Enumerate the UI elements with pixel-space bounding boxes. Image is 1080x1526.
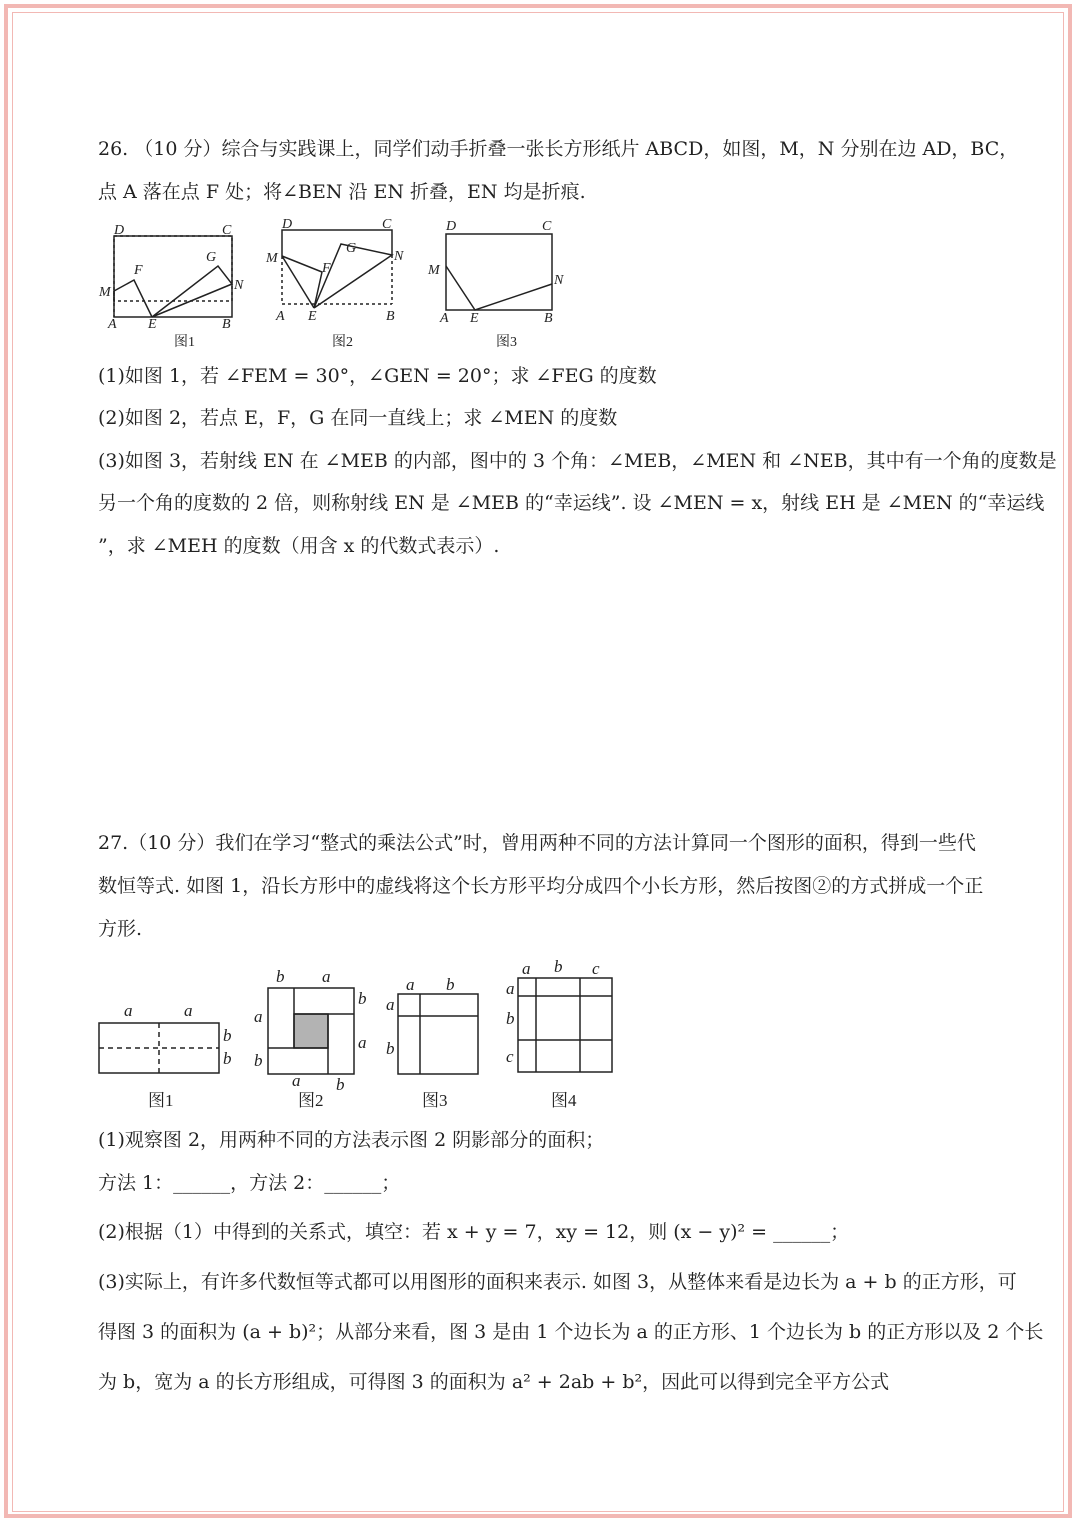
q27-f2-b-right: b (358, 989, 367, 1008)
q27-f2-b-top: b (276, 967, 285, 986)
q27-f4-a-top: a (522, 959, 531, 978)
q27-f1-b1: b (223, 1026, 232, 1045)
q27-f2-a-top: a (322, 967, 331, 986)
q27-f3-caption: 图3 (422, 1091, 448, 1110)
q26-f1-C: C (222, 223, 232, 238)
q26-figures (96, 214, 576, 354)
q26-f3-E: E (470, 311, 479, 326)
q26-f1-N: N (234, 278, 244, 293)
q26-line1: 26. （10 分）综合与实践课上，同学们动手折叠一张长方形纸片 ABCD，如图，M，N 分别在边 AD，BC， (98, 138, 1019, 160)
q27-part3-line3: 为 b，宽为 a 的长方形组成，可得图 3 的面积为 a² + 2ab + b²，因此可以得到完全平方公式 (98, 1371, 890, 1393)
q26-f2-M: M (266, 251, 278, 266)
q26-f1-E: E (148, 317, 157, 332)
q27-f3-b-left: b (386, 1039, 395, 1058)
q26-f2-A: A (276, 309, 285, 324)
q27-f1-b2: b (223, 1049, 232, 1068)
q26-f3-M: M (428, 263, 440, 278)
q27-f2-caption: 图2 (298, 1091, 324, 1110)
q27-f4-caption: 图4 (551, 1091, 577, 1110)
q27-f4-c-top: c (592, 959, 600, 978)
q27-fig3 (398, 994, 478, 1074)
q27-f4-b-left: b (506, 1009, 515, 1028)
q26-f1-caption: 图1 (174, 335, 195, 350)
q26-f3-C: C (542, 219, 552, 234)
q26-f3-caption: 图3 (496, 335, 517, 350)
q27-f4-c-left: c (506, 1047, 514, 1066)
q26-f1-F: F (134, 263, 143, 278)
q27-line3: 方形. (98, 918, 143, 940)
q27-f3-a-top: a (406, 975, 415, 994)
q26-f2-F: F (322, 261, 331, 276)
q26-part3-line3: ”，求 ∠MEH 的度数（用含 x 的代数式表示）. (98, 535, 500, 557)
q26-f2-C: C (382, 217, 392, 232)
q26-f1-A: A (108, 317, 117, 332)
q26-f2-G: G (346, 241, 357, 256)
q26-f1-B: B (222, 317, 231, 332)
q26-f2-E: E (308, 309, 317, 324)
q26-f2-N: N (394, 249, 404, 264)
q26-f2-caption: 图2 (332, 335, 353, 350)
q27-fig2 (268, 988, 354, 1074)
q27-part3-line2: 得图 3 的面积为 (a + b)²；从部分来看，图 3 是由 1 个边长为 a 的正方形、1 个边长为 b 的正方形以及 2 个长 (98, 1321, 1044, 1343)
q27-part3-line1: (3)实际上，有许多代数恒等式都可以用图形的面积来表示. 如图 3，从整体来看是边长为 a + b 的正方形，可 (98, 1271, 1017, 1293)
q27-f1-caption: 图1 (148, 1091, 174, 1110)
q26-f3-N: N (554, 273, 564, 288)
q26-line2: 点 A 落在点 F 处；将∠BEN 沿 EN 折叠，EN 均是折痕. (98, 181, 586, 203)
q26-part3-line2: 另一个角的度数的 2 倍，则称射线 EN 是 ∠MEB 的“幸运线”. 设 ∠MEN = x，射线 EH 是 ∠MEN 的“幸运线 (98, 492, 1045, 514)
q26-fig1 (114, 236, 232, 317)
q26-f3-A: A (440, 311, 449, 326)
q26-f2-D: D (282, 217, 293, 232)
q27-f4-b-top: b (554, 958, 563, 976)
q27-f3-b-top: b (446, 975, 455, 994)
q27-f3-a-left: a (386, 995, 395, 1014)
q26-f2-B: B (386, 309, 395, 324)
q26-fig2 (282, 230, 392, 308)
q27-part1: (1)观察图 2，用两种不同的方法表示图 2 阴影部分的面积； (98, 1129, 605, 1151)
q27-f2-b-bottom: b (336, 1075, 345, 1094)
q27-fig1 (99, 1023, 219, 1073)
q26-fig3 (446, 234, 552, 310)
q26-f1-D: D (114, 223, 125, 238)
q27-line1: 27.（10 分）我们在学习“整式的乘法公式”时，曾用两种不同的方法计算同一个图形的面积，得到一些代 (98, 832, 976, 854)
q27-f1-a2: a (184, 1001, 193, 1020)
q27-f2-a-right: a (358, 1033, 367, 1052)
q26-part2: (2)如图 2，若点 E，F，G 在同一直线上；求 ∠MEN 的度数 (98, 407, 618, 429)
q26-f1-G: G (206, 250, 217, 265)
q27-f4-a-left: a (506, 979, 515, 998)
q26-f3-B: B (544, 311, 553, 326)
q27-line2: 数恒等式. 如图 1，沿长方形中的虚线将这个长方形平均分成四个小长方形，然后按图②的方式拼成一个正 (98, 875, 984, 897)
q27-fig4 (518, 978, 612, 1072)
q26-f3-D: D (446, 219, 457, 234)
q27-f2-a-bottom: a (292, 1071, 301, 1090)
q27-part2: (2)根据（1）中得到的关系式，填空：若 x + y = 7，xy = 12，则 (x − y)² = ______； (98, 1221, 850, 1243)
q27-f1-a1: a (124, 1001, 133, 1020)
q26-f1-M: M (99, 285, 111, 300)
q27-methods: 方法 1：______，方法 2：______； (98, 1172, 401, 1194)
q27-f2-b-left: b (254, 1051, 263, 1070)
q26-part3-line1: (3)如图 3，若射线 EN 在 ∠MEB 的内部，图中的 3 个角：∠MEB，∠MEN 和 ∠NEB，其中有一个角的度数是 (98, 450, 1057, 472)
q26-part1: (1)如图 1，若 ∠FEM = 30°，∠GEN = 20°；求 ∠FEG 的度数 (98, 365, 657, 387)
q27-figures (96, 958, 626, 1118)
q27-f2-a-left: a (254, 1007, 263, 1026)
